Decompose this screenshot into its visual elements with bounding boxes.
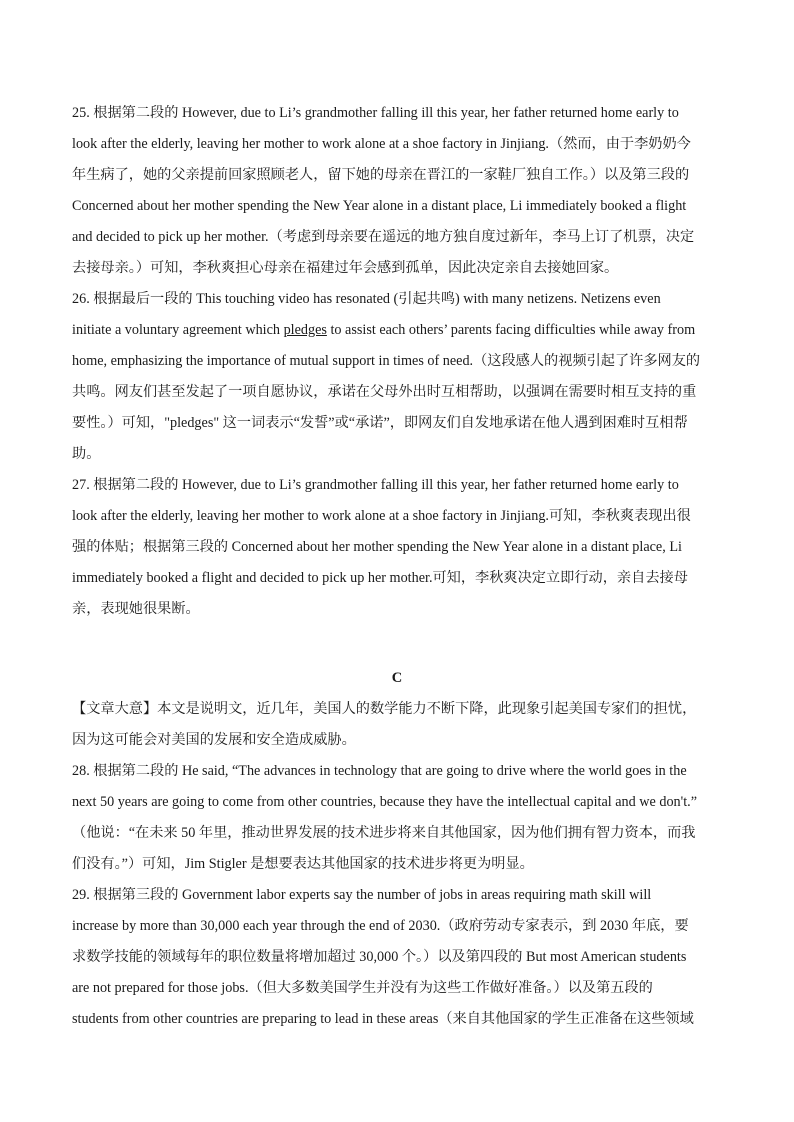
- text-line: 强的体贴；根据第三段的 Concerned about her mother spending the New Year alone in a distant place, Li: [72, 539, 682, 555]
- text-line: 助。: [72, 446, 101, 462]
- text-line: 们没有。”）可知，Jim Stigler 是想要表达其他国家的技术进步将更为明显。: [72, 856, 534, 872]
- text-line: are not prepared for those jobs.（但大多数美国学生并没有为这些工作做好准备。）以及第五段的: [72, 980, 653, 996]
- text-line: 亲，表现她很果断。: [72, 601, 200, 617]
- section-spacer: [72, 625, 722, 663]
- text-line: Concerned about her mother spending the New Year alone in a distant place, Li immediately booked a flight: [72, 198, 687, 214]
- text-line: and decided to pick up her mother.（考虑到母亲要在遥远的地方独自度过新年，李马上订了机票，决定: [72, 229, 695, 245]
- question-29-explanation: [72, 880, 722, 1035]
- text-line: 27. 根据第二段的 However, due to Li’s grandmother falling ill this year, her father returned home early to: [72, 477, 679, 493]
- text-line: look after the elderly, leaving her mother to work alone at a shoe factory in Jinjiang.可知，李秋爽表现出很: [72, 508, 691, 524]
- underlined-word-pledges: pledges: [283, 322, 327, 338]
- text-line: look after the elderly, leaving her mother to work alone at a shoe factory in Jinjiang.（然而，由于李奶奶今: [72, 136, 691, 152]
- text-line: 要性。）可知，"pledges" 这一词表示“发誓”或“承诺”，即网友们自发地承诺在他人遇到困难时互相帮: [72, 415, 688, 431]
- text-line: 年生病了，她的父亲提前回家照顾老人，留下她的母亲在晋江的一家鞋厂独自工作。）以及第三段的: [72, 167, 690, 183]
- text-line: increase by more than 30,000 each year through the end of 2030.（政府劳动专家表示，到 2030 年底，要: [72, 918, 689, 934]
- text-line: 29. 根据第三段的 Government labor experts say the number of jobs in areas requiring math skill will: [72, 887, 652, 903]
- section-c-summary: [72, 694, 722, 756]
- text-line: 共鸣。网友们甚至发起了一项自愿协议，承诺在父母外出时互相帮助，以强调在需要时相互支持的重: [72, 384, 697, 400]
- text-line: home, emphasizing the importance of mutual support in times of need.（这段感人的视频引起了许多网友的: [72, 353, 701, 369]
- section-c-heading: C: [391, 670, 403, 686]
- answer-explanations: [72, 98, 722, 1035]
- text-line: students from other countries are preparing to lead in these areas（来自其他国家的学生正准备在这些领域: [72, 1011, 694, 1027]
- text-line: immediately booked a flight and decided to pick up her mother.可知，李秋爽决定立即行动，亲自去接母: [72, 570, 688, 586]
- text-line: 因为这可能会对美国的发展和安全造成威胁。: [72, 732, 356, 748]
- text-line: 26. 根据最后一段的 This touching video has resonated (引起共鸣) with many netizens. Netizens even: [72, 291, 661, 307]
- text-line: 25. 根据第二段的 However, due to Li’s grandmother falling ill this year, her father returned home early to: [72, 105, 679, 121]
- text-segment: to assist each others’ parents facing difficulties while away from: [326, 322, 696, 338]
- text-line: 去接母亲。）可知，李秋爽担心母亲在福建过年会感到孤单，因此决定亲自去接她回家。: [72, 260, 619, 276]
- text-line: [72, 315, 722, 346]
- text-line: 求数学技能的领域每年的职位数量将增加超过 30,000 个。）以及第四段的 But most American students: [72, 949, 687, 965]
- text-segment: initiate a voluntary agreement which: [72, 322, 284, 338]
- text-line: 【文章大意】本文是说明文，近几年，美国人的数学能力不断下降，此现象引起美国专家们的担忧，: [72, 701, 697, 717]
- question-25-explanation: [72, 98, 722, 284]
- question-26-explanation: [72, 284, 722, 470]
- text-line: next 50 years are going to come from other countries, because they have the intellectual capital and we don't.”: [72, 794, 697, 810]
- question-27-explanation: [72, 470, 722, 625]
- text-line: （他说：“在未来 50 年里，推动世界发展的技术进步将来自其他国家，因为他们拥有智力资本，而我: [72, 825, 696, 841]
- text-line: 28. 根据第二段的 He said, “The advances in technology that are going to drive where the world goes in the: [72, 763, 687, 779]
- question-28-explanation: [72, 756, 722, 880]
